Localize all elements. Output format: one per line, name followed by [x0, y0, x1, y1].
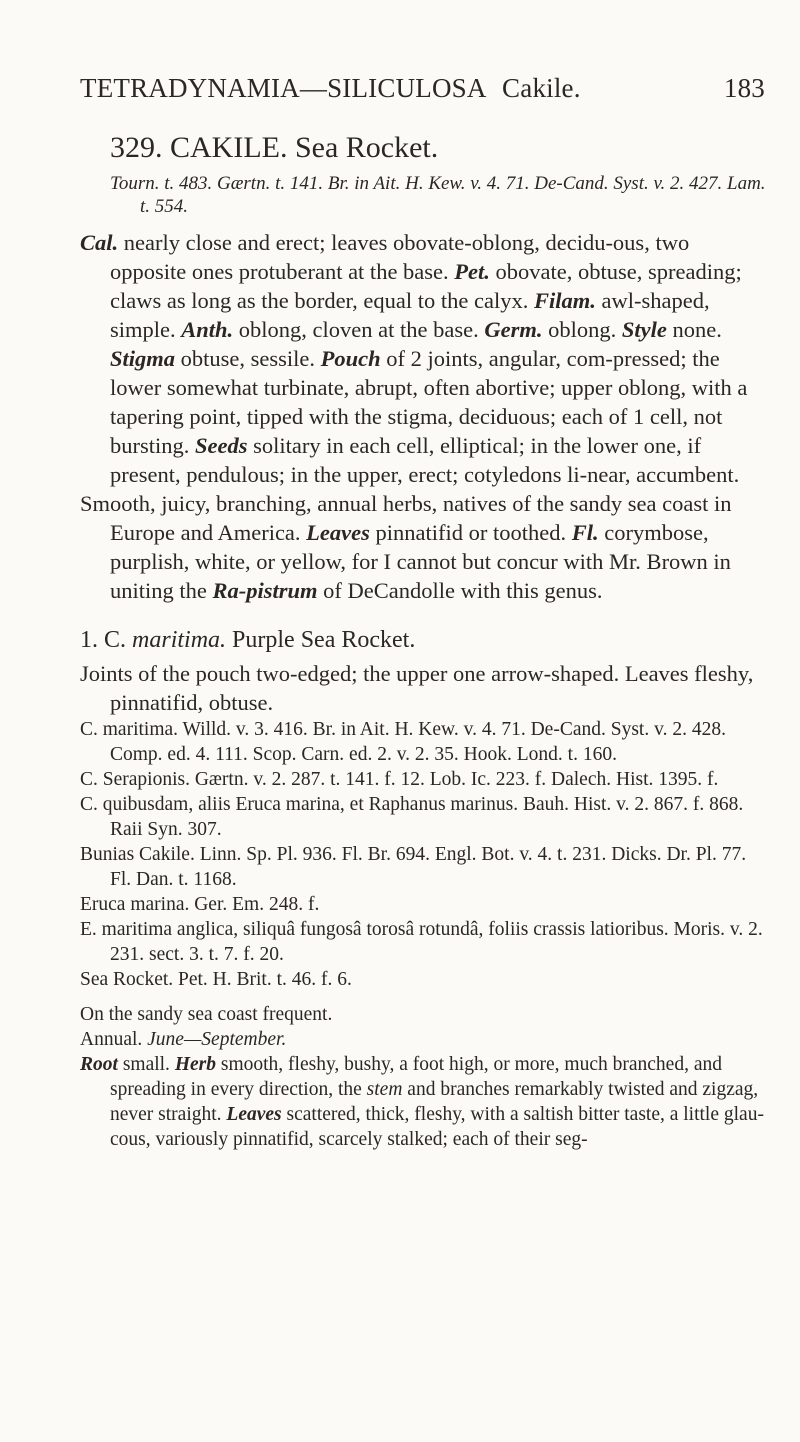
ref-decandolle: De-Cand. Syst. v. 2. 427. [534, 173, 723, 194]
species-diagnosis: Joints of the pouch two-edged; the upper one arrow-shaped. Leaves fleshy, pinnatifid, obtuse. [80, 661, 754, 715]
habitat: On the sandy sea coast frequent. [80, 1004, 333, 1025]
duration-and-flowering [80, 1027, 770, 1052]
class-order-title: TETRADYNAMIA—SILICULOSA [80, 73, 486, 103]
herb-text: smooth, fleshy, bushy, a foot high, or more, much branched, and spreading in every direction, the [110, 1054, 722, 1100]
filaments-text: awl-shaped, simple. [110, 288, 710, 342]
calyx-text: nearly close and erect; leaves obovate-oblong, decidu-ous, two opposite ones protuberant at the base. [110, 230, 690, 284]
species-number: 1. C. [80, 627, 127, 653]
ref-gaertn: Gærtn. t. 141. [217, 173, 324, 194]
running-genus: Cakile. [502, 73, 581, 103]
genus-note-rapistrum: Ra-pistrum [212, 578, 318, 603]
stigma-text: obtuse, sessile. [180, 346, 316, 371]
style-text: none. [672, 317, 722, 342]
synonym-entry: Sea Rocket. Pet. H. Brit. t. 46. f. 6. [80, 969, 352, 990]
flowering-time: June—September. [147, 1029, 287, 1050]
ref-brown: Br. in Ait. H. Kew. v. 4. 71. [327, 173, 530, 194]
genus-note-leaves: pinnatifid or toothed. [375, 520, 567, 545]
stem-text: and branches remarkably twisted and zigzag, never straight. [110, 1079, 759, 1125]
synonym-entry: Eruca marina. Ger. Em. 248. f. [80, 894, 320, 915]
running-title [80, 72, 581, 104]
ref-tourn: Tourn. t. 483. [110, 173, 213, 194]
page-body [80, 130, 770, 1152]
petals-text: obovate, obtuse, spreading; claws as long as the border, equal to the calyx. [110, 259, 742, 313]
pouch-text: of 2 joints, angular, com-pressed; the lower somewhat turbinate, abrupt, often abortive; upper oblong, with a tapering point, tipped with the stigma, deciduous; each of 1 cell, not bursting. [110, 346, 748, 458]
genus-note-habit: Smooth, juicy, branching, annual herbs, natives of the sandy sea coast in Europe and America. [80, 491, 732, 545]
genus-characters: Cal. nearly close and erect; leaves obovate-oblong, decidu-ous, two opposite ones protuberant at the base. Pet. obovate, obtuse, spreading; claws as long as the border, equal to the calyx. Filam. awl-shaped, simple. Anth. oblong, cloven at the base. Germ. oblong. Style none. Stigma obtuse, sessile. Pouch of 2 joints, angular, com-pressed; the lower somewhat turbinate, abrupt, often abortive; upper oblong, with a tapering point, tipped with the stigma, deciduous; each of 1 cell, not bursting. Seeds solitary in each cell, elliptical; in the lower one, if present, pendulous; in the upper, erect; cotyledons li-near, accumbent. [80, 230, 748, 487]
species-common-name: Purple Sea Rocket. [232, 627, 416, 653]
anthers-text: oblong, cloven at the base. [238, 317, 479, 342]
species-description: Root small. Herb smooth, fleshy, bushy, a foot high, or more, much branched, and spreading in every direction, the stem and branches remarkably twisted and zigzag, never straight. Leaves scattered, thick, fleshy, with a saltish bitter taste, a little glau-cous, variously pinnatifid, scarcely stalked; each of their seg- [80, 1054, 764, 1150]
species-name: maritima. [132, 627, 227, 653]
synonym-entry: C. maritima. Willd. v. 3. 416. Br. in Ait. H. Kew. v. 4. 71. De-Cand. Syst. v. 2. 428. Comp. ed. 4. 111. Scop. Carn. ed. 2. v. 2. 35. Hook. Lond. t. 160. [80, 719, 726, 765]
species-heading [80, 625, 770, 655]
genus-note-flowers: corymbose, purplish, white, or yellow, for I cannot but concur with Mr. Brown in uniting the [110, 520, 731, 603]
synonym-list [80, 717, 770, 992]
synonym-entry: E. maritima anglica, siliquâ fungosâ torosâ rotundâ, foliis crassis latioribus. Moris. v. 2. 231. sect. 3. t. 7. f. 20. [80, 919, 763, 965]
genus-references [110, 172, 770, 218]
leaves-text: scattered, thick, fleshy, with a saltish bitter taste, a little glau-cous, variously pinnatifid, scarcely stalked; each of their seg- [110, 1104, 764, 1150]
genus-note-end: of DeCandolle with this genus. [323, 578, 603, 603]
ref-lam: Lam. t. 554. [140, 173, 766, 217]
seeds-text: solitary in each cell, elliptical; in the lower one, if present, pendulous; in the upper, erect; cotyledons li-near, accumbent. [110, 433, 740, 487]
synonym-entry: C. quibusdam, aliis Eruca marina, et Raphanus marinus. Bauh. Hist. v. 2. 867. f. 868. Raii Syn. 307. [80, 794, 744, 840]
page-number: 183 [723, 73, 765, 103]
germen-text: oblong. [548, 317, 617, 342]
synonym-entry: C. Serapionis. Gærtn. v. 2. 287. t. 141. f. 12. Lob. Ic. 223. f. Dalech. Hist. 1395. f. [80, 769, 719, 790]
duration: Annual. [80, 1029, 143, 1050]
stem-word: stem [366, 1079, 403, 1100]
genus-heading: 329. CAKILE. Sea Rocket. [110, 131, 439, 164]
genus-note: Smooth, juicy, branching, annual herbs, natives of the sandy sea coast in Europe and America. Leaves pinnatifid or toothed. Fl. corymbose, purplish, white, or yellow, for I cannot but concur with Mr. Brown in uniting the Ra-pistrum of DeCandolle with this genus. [80, 491, 732, 603]
synonym-entry: Bunias Cakile. Linn. Sp. Pl. 936. Fl. Br. 694. Engl. Bot. v. 4. t. 231. Dicks. Dr. Pl. 77. Fl. Dan. t. 1168. [80, 844, 747, 890]
root-text: small. [122, 1054, 170, 1075]
